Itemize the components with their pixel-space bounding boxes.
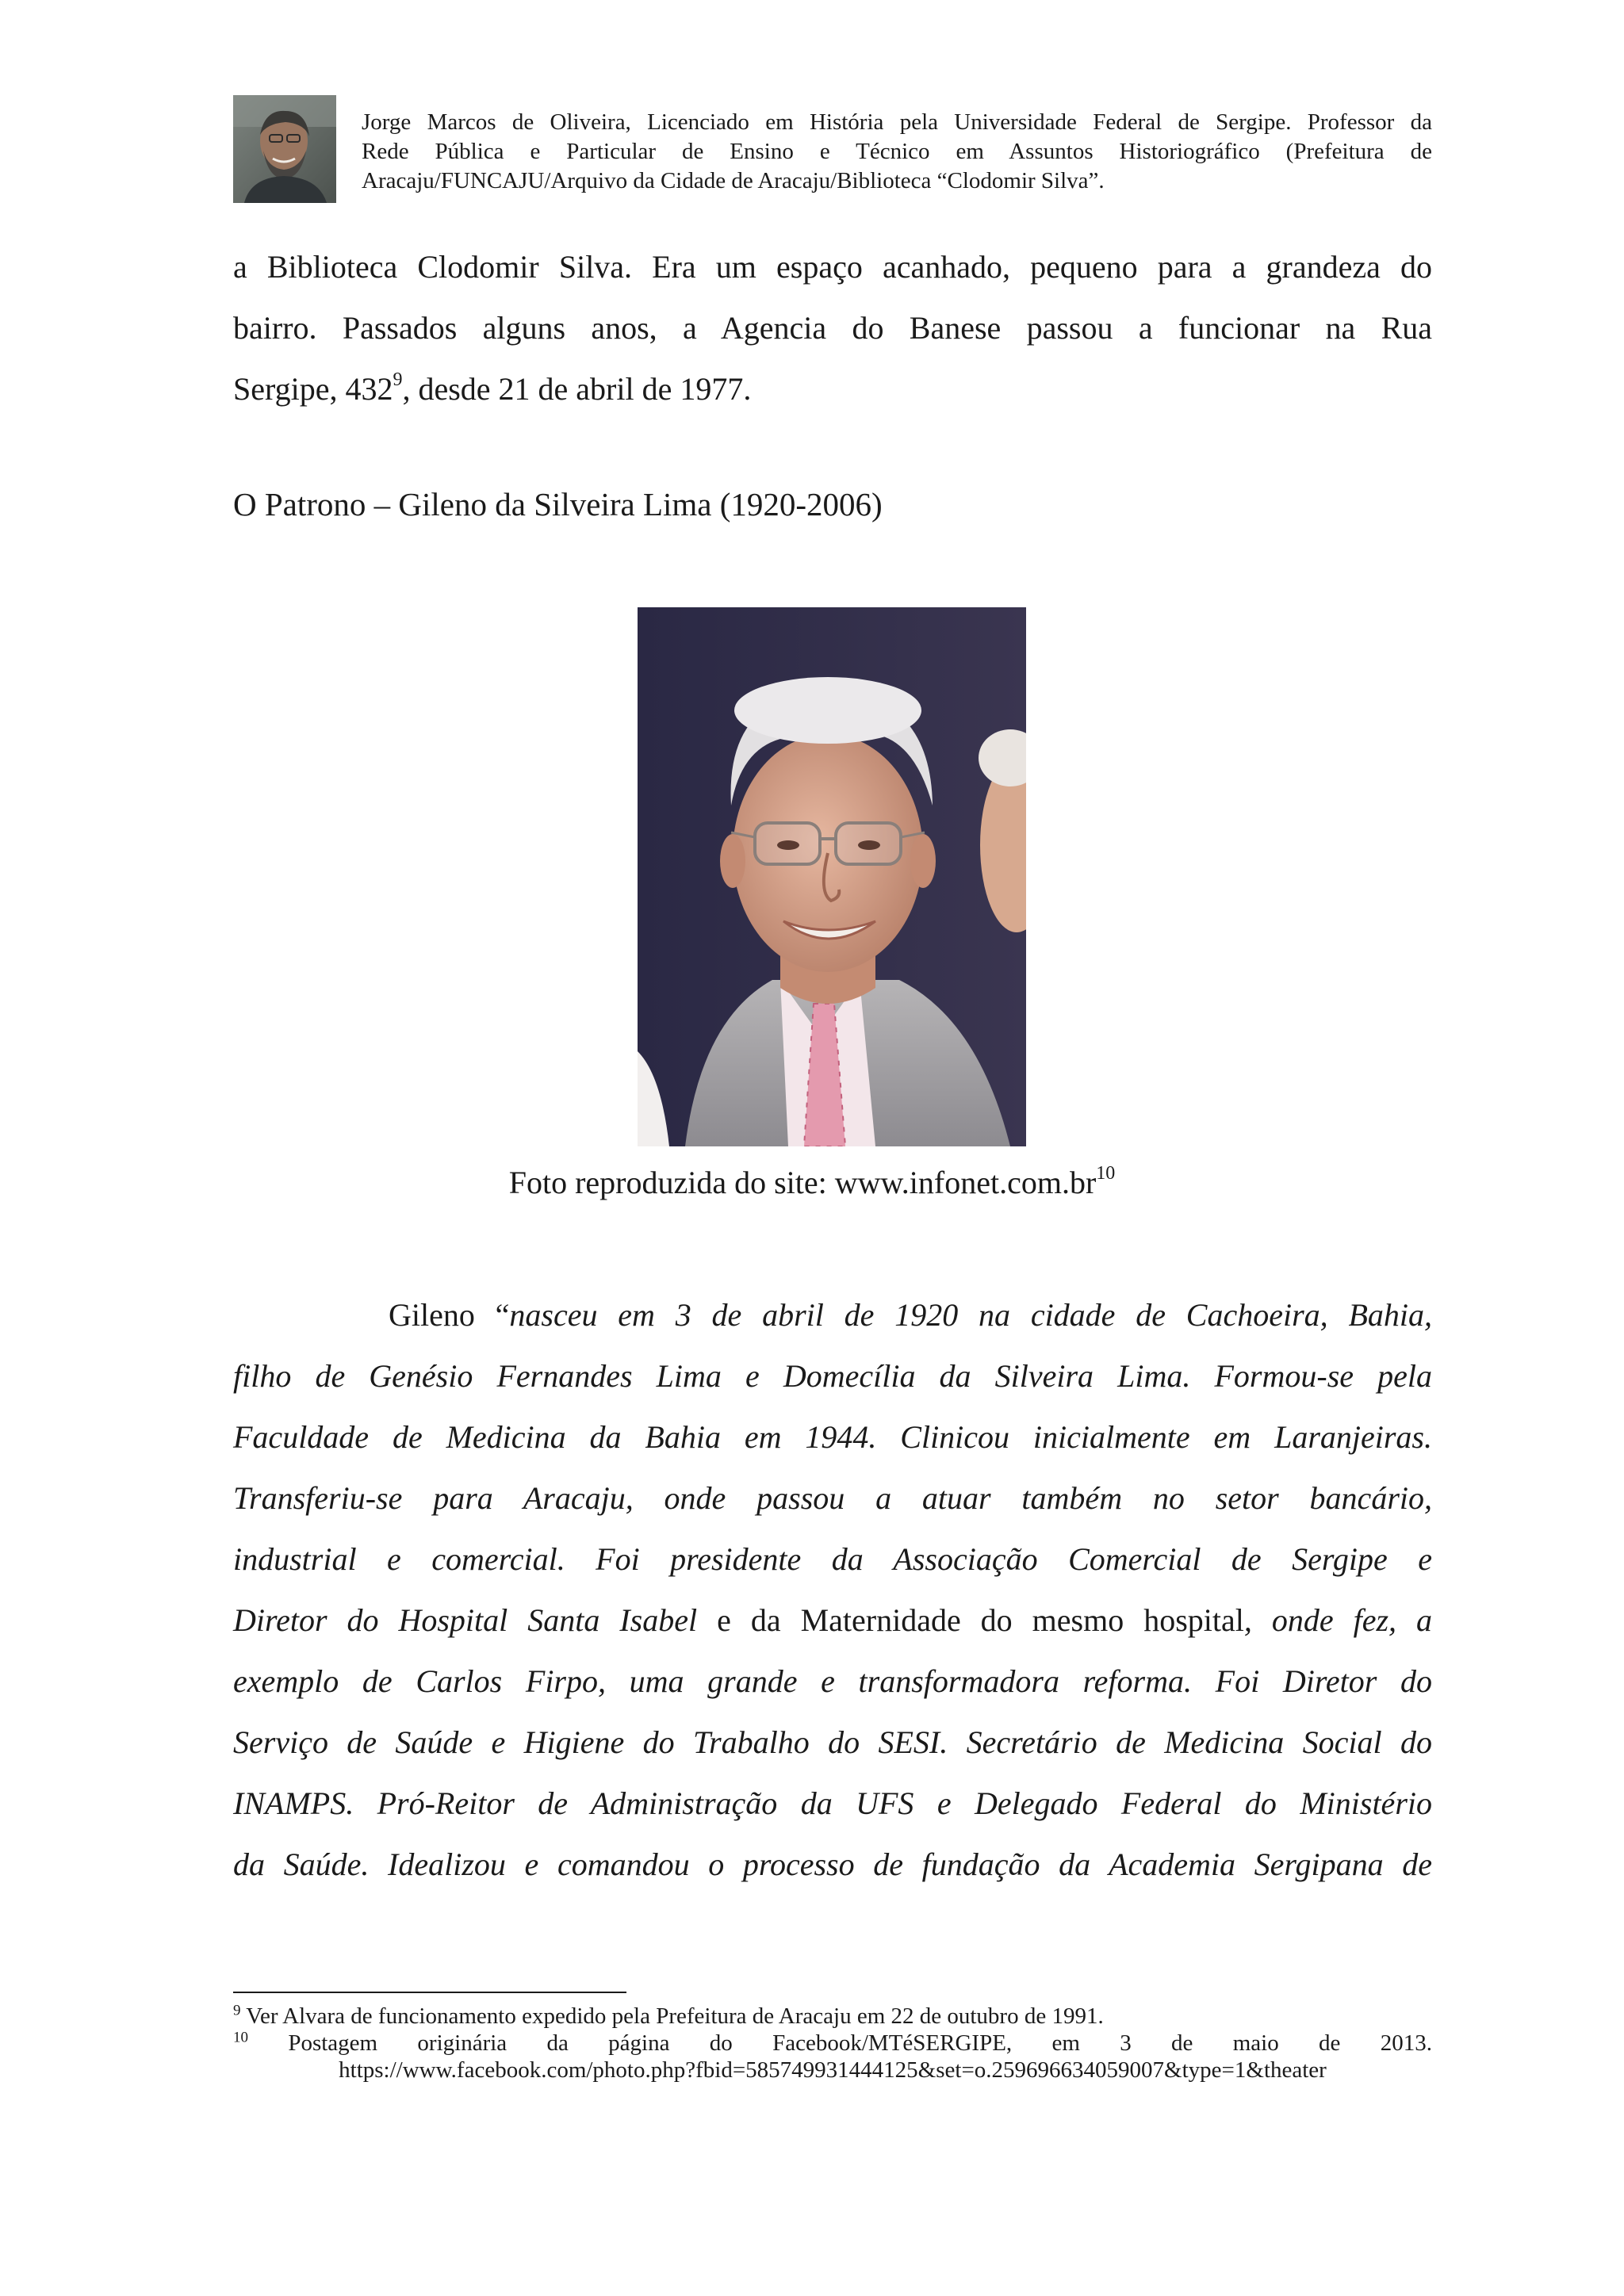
text-line: a Biblioteca Clodomir Silva. Era um espaço acanhado, pequeno para a grandeza do [233,249,1432,285]
section-title: O Patrono – Gileno da Silveira Lima (1920-2006) [233,486,883,522]
author-photo [233,95,336,203]
quote-text: Transferiu-se para Aracaju, onde passou a atuar também no setor bancário, [233,1480,1432,1516]
text-line [233,1345,1432,1406]
quote-text: Faculdade de Medicina da Bahia em 1944. Clinicou inicialmente em Laranjeiras. [233,1419,1432,1455]
text-line [233,1284,1432,1345]
quote-text: Serviço de Saúde e Higiene do Trabalho do SESI. Secretário de Medicina Social do [233,1724,1432,1760]
text-line [233,1468,1432,1529]
header-author-bio [362,108,1432,196]
quote-text: INAMPS. Pró-Reitor de Administração da UFS e Delegado Federal do Ministério [233,1785,1432,1821]
header-line: Rede Pública e Particular de Ensino e Técnico em Assuntos Historiográfico (Prefeitura de [362,139,1432,164]
quote-text: , onde fez, a [1243,1602,1432,1638]
footnote-10-url[interactable]: https://www.facebook.com/photo.php?fbid=585749931444125&set=o.259696634059007&type=1&theater [339,2057,1327,2083]
footnote-text: Ver Alvara de funcionamento expedido pela Prefeitura de Aracaju em 22 de outubro de 1991. [240,2003,1104,2029]
header-line: Aracaju/FUNCAJU/Arquivo da Cidade de Aracaju/Biblioteca “Clodomir Silva”. [362,168,1105,193]
footnote-separator [233,1992,626,1993]
text-line [233,1834,1432,1895]
photo-caption [0,1164,1624,1201]
footnote-number: 9 [233,2002,241,2019]
header-line: Jorge Marcos de Oliveira, Licenciado em História pela Universidade Federal de Sergipe. Professor da [362,109,1432,135]
text-line [233,1712,1432,1773]
text-span: , desde 21 de abril de 1977. [402,371,752,407]
quote-text: Diretor do Hospital Santa Isabel [233,1602,698,1638]
footnotes [233,2003,1432,2084]
footnote-number: 10 [233,2029,248,2046]
patron-portrait-photo [638,607,1026,1146]
text-line: bairro. Passados alguns anos, a Agencia do Banese passou a funcionar na Rua [233,310,1432,346]
footnote-ref-9: 9 [393,369,403,390]
text-span: e da Maternidade do mesmo hospital [697,1602,1244,1638]
body-paragraph [233,1284,1432,1895]
quote-text: nasceu em 3 de abril de 1920 na cidade de Cachoeira, Bahia, [509,1297,1432,1333]
text-line [233,1529,1432,1590]
text-span: Sergipe, 432 [233,371,393,407]
footnote-ref-10: 10 [1096,1162,1116,1184]
text-line [233,1406,1432,1468]
text-span: Gileno “ [389,1297,510,1333]
footnote-9 [233,2003,1432,2030]
quote-text: industrial e comercial. Foi presidente da Associação Comercial de Sergipe e [233,1541,1432,1577]
quote-text: exemplo de Carlos Firpo, uma grande e transformadora reforma. Foi Diretor do [233,1663,1432,1699]
text-line [233,1590,1432,1651]
quote-text: da Saúde. Idealizou e comandou o processo de fundação da Academia Sergipana de [233,1846,1432,1882]
text-line [233,358,1432,419]
quote-text: filho de Genésio Fernandes Lima e Domecília da Silveira Lima. Formou-se pela [233,1358,1432,1394]
text-line [233,1651,1432,1712]
text-line [233,1773,1432,1834]
footnote-10 [233,2030,1432,2057]
intro-paragraph [233,236,1432,419]
caption-text: Foto reproduzida do site: www.infonet.com.br [508,1165,1097,1200]
footnote-text: Postagem originária da página do Facebook/MTéSERGIPE, em 3 de maio de 2013. [288,2030,1432,2056]
